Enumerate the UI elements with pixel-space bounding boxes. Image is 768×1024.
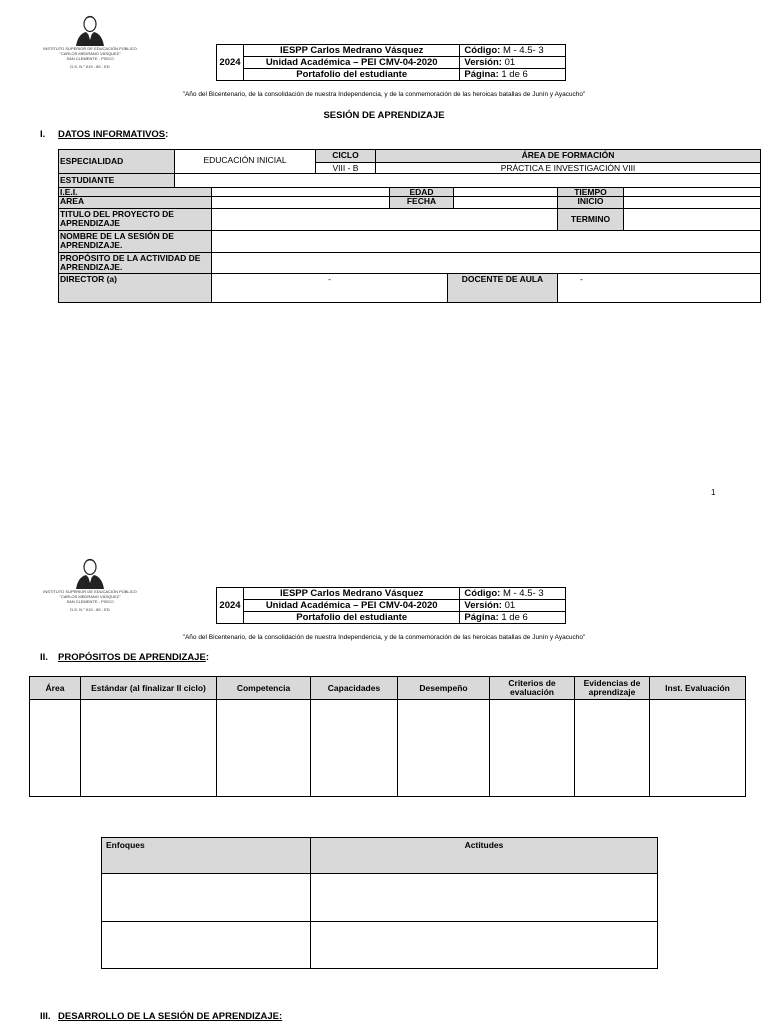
session-title: SESIÓN DE APRENDIZAJE xyxy=(323,110,445,121)
header-unit: Unidad Académica – PEI CMV-04-2020 xyxy=(244,600,460,612)
document-header-table xyxy=(216,587,566,624)
enfoques-table xyxy=(101,837,658,969)
area-label: AREA xyxy=(59,196,211,208)
header-version: Versión: 01 xyxy=(460,600,566,612)
fecha-value[interactable] xyxy=(453,196,557,208)
director-value[interactable]: - xyxy=(211,273,447,302)
col-inst-evaluacion: Inst. Evaluación xyxy=(650,677,746,700)
institution-logo xyxy=(40,14,140,69)
section-heading-propositos: II. PROPÓSITOS DE APRENDIZAJE: xyxy=(40,652,209,663)
col-area: Área xyxy=(30,677,81,700)
col-desempeno: Desempeño xyxy=(398,677,490,700)
propositos-cell[interactable] xyxy=(490,700,575,797)
propositos-cell[interactable] xyxy=(217,700,311,797)
director-label: DIRECTOR (a) xyxy=(59,273,211,302)
area-formacion-value: PRÁCTICA E INVESTIGACIÓN VIII xyxy=(375,162,760,173)
propositos-table xyxy=(29,676,746,797)
fecha-label: FECHA xyxy=(389,196,453,208)
header-version: Versión: 01 xyxy=(460,57,566,69)
area-value[interactable] xyxy=(211,196,389,208)
propositos-cell[interactable] xyxy=(650,700,746,797)
actitudes-cell[interactable] xyxy=(311,922,658,969)
header-unit: Unidad Académica – PEI CMV-04-2020 xyxy=(244,57,460,69)
datos-informativos-table xyxy=(58,149,761,303)
inicio-value[interactable] xyxy=(623,196,760,208)
inicio-label: INICIO xyxy=(557,196,623,208)
header-portfolio: Portafolio del estudiante xyxy=(244,69,460,81)
col-enfoques: Enfoques xyxy=(102,838,311,874)
logo-institution-line-3: SAN CLEMENTE - PISCO xyxy=(66,56,114,61)
header-institution: IESPP Carlos Medrano Vásquez xyxy=(244,588,460,600)
header-code: Código: M - 4.5- 3 xyxy=(460,588,566,600)
termino-value[interactable] xyxy=(623,208,760,230)
proposito-label: PROPÓSITO DE LA ACTIVIDAD DE APRENDIZAJE. xyxy=(59,252,211,273)
nombre-sesion-value[interactable] xyxy=(211,230,760,252)
area-formacion-label: ÁREA DE FORMACIÓN xyxy=(375,150,760,162)
header-year: 2024 xyxy=(217,588,244,624)
logo-institution-line-1: INSTITUTO SUPERIOR DE EDUCACIÓN PÚBLICO xyxy=(43,46,137,51)
enfoques-cell[interactable] xyxy=(102,874,311,922)
tiempo-label: TIEMPO xyxy=(557,187,623,196)
col-competencia: Competencia xyxy=(217,677,311,700)
founder-portrait-icon xyxy=(70,14,110,46)
ciclo-value: VIII - B xyxy=(315,162,375,173)
header-portfolio: Portafolio del estudiante xyxy=(244,612,460,624)
propositos-cell[interactable] xyxy=(575,700,650,797)
section-heading-desarrollo: III. DESARROLLO DE LA SESIÓN DE APRENDIZAJE: xyxy=(40,1011,283,1022)
especialidad-label: ESPECIALIDAD xyxy=(59,150,174,173)
iei-value[interactable] xyxy=(211,187,389,196)
logo-ds-text: D.S. N.° 019 - 89 - ED xyxy=(70,64,110,69)
founder-portrait-icon xyxy=(70,557,110,589)
edad-label: EDAD xyxy=(389,187,453,196)
logo-institution-line-1: INSTITUTO SUPERIOR DE EDUCACIÓN PÚBLICO xyxy=(43,589,137,594)
col-capacidades: Capacidades xyxy=(311,677,398,700)
logo-ds-text: D.S. N.° 019 - 89 - ED xyxy=(70,607,110,612)
page-number: 1 xyxy=(711,488,716,497)
col-evidencias: Evidencias de aprendizaje xyxy=(575,677,650,700)
enfoques-cell[interactable] xyxy=(102,922,311,969)
logo-institution-line-2: "CARLOS MEDRANO VÁSQUEZ" xyxy=(59,594,121,599)
tiempo-value[interactable] xyxy=(623,187,760,196)
ciclo-label: CICLO xyxy=(315,150,375,162)
header-year: 2024 xyxy=(217,45,244,81)
logo-institution-line-3: SAN CLEMENTE - PISCO xyxy=(66,599,114,604)
col-estandar: Estándar (al finalizar II ciclo) xyxy=(81,677,217,700)
iei-label: I.E.I. xyxy=(59,187,211,196)
docente-label: DOCENTE DE AULA xyxy=(447,273,557,302)
document-header-table xyxy=(216,44,566,81)
header-code: Código: M - 4.5- 3 xyxy=(460,45,566,57)
titulo-proyecto-value[interactable] xyxy=(211,208,557,230)
propositos-cell[interactable] xyxy=(81,700,217,797)
header-page: Página: 1 de 6 xyxy=(460,612,566,624)
col-criterios: Criterios de evaluación xyxy=(490,677,575,700)
propositos-cell[interactable] xyxy=(398,700,490,797)
institution-logo xyxy=(40,557,140,612)
header-institution: IESPP Carlos Medrano Vásquez xyxy=(244,45,460,57)
estudiante-label: ESTUDIANTE xyxy=(59,173,174,187)
actitudes-cell[interactable] xyxy=(311,874,658,922)
year-motto: "Año del Bicentenario, de la consolidación de nuestra Independencia, y de la conmemoración de las heroicas batallas de Junín y Ayacucho" xyxy=(182,634,586,641)
proposito-value[interactable] xyxy=(211,252,760,273)
docente-value[interactable]: - xyxy=(557,273,760,302)
especialidad-value: EDUCACIÓN INICIAL xyxy=(174,150,315,173)
propositos-cell[interactable] xyxy=(311,700,398,797)
propositos-cell[interactable] xyxy=(30,700,81,797)
section-heading-datos: I. DATOS INFORMATIVOS: xyxy=(40,129,169,140)
estudiante-value[interactable] xyxy=(174,173,760,187)
termino-label: TERMINO xyxy=(557,208,623,230)
nombre-sesion-label: NOMBRE DE LA SESIÓN DE APRENDIZAJE. xyxy=(59,230,211,252)
year-motto: "Año del Bicentenario, de la consolidación de nuestra Independencia, y de la conmemoración de las heroicas batallas de Junín y Ayacucho" xyxy=(182,91,586,98)
header-page: Página: 1 de 6 xyxy=(460,69,566,81)
col-actitudes: Actitudes xyxy=(311,838,658,874)
logo-institution-line-2: "CARLOS MEDRANO VÁSQUEZ" xyxy=(59,51,121,56)
edad-value[interactable] xyxy=(453,187,557,196)
titulo-proyecto-label: TITULO DEL PROYECTO DE APRENDIZAJE xyxy=(59,208,211,230)
